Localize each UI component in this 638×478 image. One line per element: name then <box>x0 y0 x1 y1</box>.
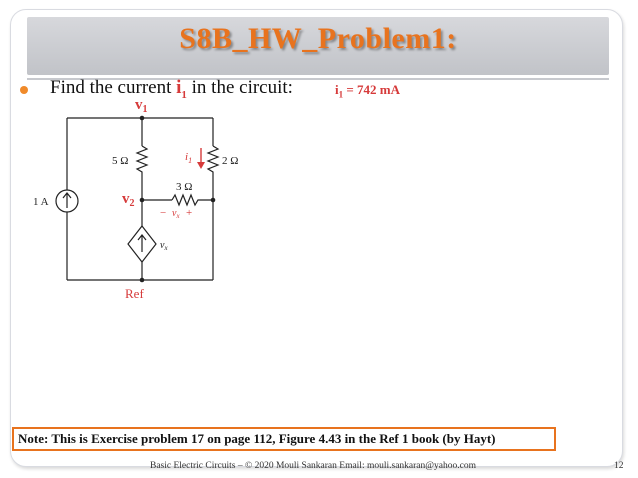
v2-label: $v_2$ <box>122 191 135 209</box>
slide-title: S8B_HW_Problem1: <box>179 22 457 55</box>
answer-variable: i <box>335 82 339 97</box>
resistor-5ohm <box>137 146 147 174</box>
node-v1 <box>140 116 145 121</box>
vx-label: $v_x$ <box>172 208 180 220</box>
i1-label: $i_1$ <box>185 151 193 165</box>
resistor-5ohm-label: 5 Ω <box>112 155 129 167</box>
page-number: 12 <box>614 461 624 471</box>
current-variable-main: i <box>176 77 182 98</box>
dependent-source-label: $v_x$ <box>160 240 168 252</box>
statement-suffix: in the circuit: <box>186 77 293 98</box>
answer-variable-sub: 1 <box>338 89 344 100</box>
footer-text: Basic Electric Circuits – © 2020 Mouli Sankaran Email: mouli.sankaran@yahoo.com <box>150 461 476 471</box>
answer-value: = 742 mA <box>343 82 400 97</box>
node-v2 <box>140 198 145 203</box>
resistor-2ohm-label: 2 Ω <box>222 155 239 167</box>
vx-plus-label: + <box>186 207 193 219</box>
note-text: Note: This is Exercise problem 17 on page 112, Figure 4.43 in the Ref 1 book (by Hayt) <box>18 431 496 446</box>
resistor-2ohm <box>208 146 218 174</box>
statement-prefix: Find the current <box>50 77 177 98</box>
node-right <box>211 198 216 203</box>
resistor-3ohm <box>172 195 200 205</box>
source-label: 1 A <box>33 196 49 208</box>
current-variable-sub: 1 <box>181 88 187 101</box>
node-ref <box>140 278 145 283</box>
v1-label: $v_1$ <box>135 97 148 115</box>
vx-minus-label: − <box>160 207 167 219</box>
ref-label: Ref <box>125 286 144 301</box>
i1-arrowhead-icon <box>197 162 205 169</box>
resistor-3ohm-label: 3 Ω <box>176 181 193 193</box>
